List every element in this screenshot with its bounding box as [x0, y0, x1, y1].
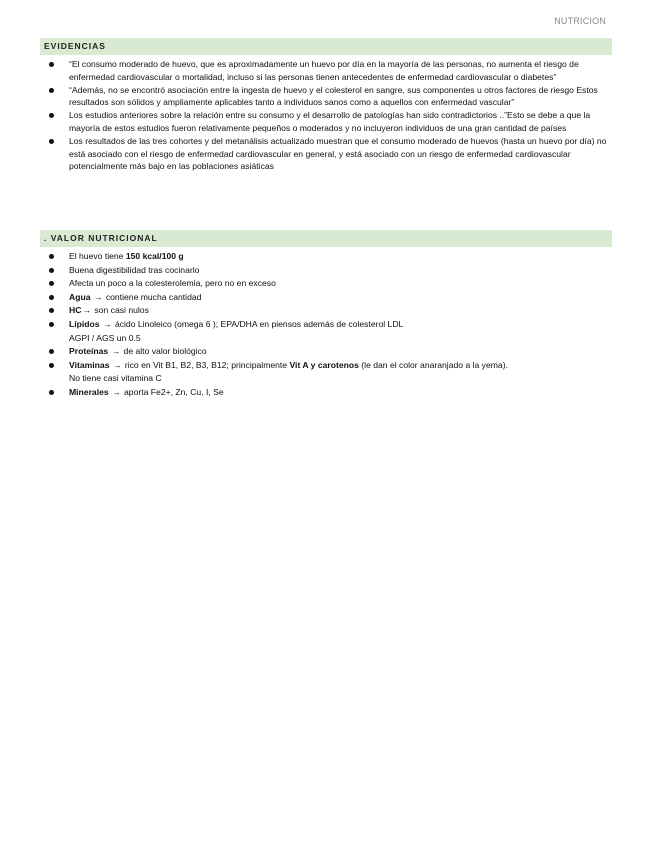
list-item [40, 84, 612, 110]
bullet-icon [49, 390, 54, 395]
item-text: rico en Vit B1, B2, B3, B12; principalmente [124, 359, 290, 370]
evidence-text: “Además, no se encontró asociación entre la ingesta de huevo y el colesterol en sangre, sus componentes u otros factores de riesgo Estos resultados son sólidos y ampliamente aplicables tanto a individuos sanos como a aquellos con enfermedad vascular” [69, 84, 598, 108]
item-text: El huevo tiene [69, 251, 126, 261]
item-text: de alto valor biológico [123, 346, 207, 357]
section-heading-evidencias: EVIDENCIAS [40, 38, 612, 55]
item-text: AGPI / AGS un 0.5 [69, 332, 141, 343]
item-text: contiene mucha cantidad [105, 291, 202, 302]
list-item [40, 135, 612, 173]
list-item [40, 359, 612, 386]
nutrient-label: Agua [69, 291, 91, 302]
item-text: son casi nulos [94, 305, 149, 316]
list-item [40, 109, 612, 135]
arrow-right-icon: → [102, 318, 112, 329]
evidence-text: Los estudios anteriores sobre la relación entre su consumo y el desarrollo de patologías han sido contradictorios ..”Esto se debe a que la mayoría de estos estudios fueron relativamente pequeños o moderados y no incluyeron individuos de una gran cantidad de países [69, 110, 591, 133]
vitamin-highlight: Vit A y carotenos [289, 359, 359, 370]
item-text: Afecta un poco a la colesterolemia, pero no en exceso [69, 278, 276, 289]
nutrient-label: HC [69, 305, 82, 316]
list-item [40, 304, 612, 318]
bullet-icon [49, 308, 54, 313]
running-header: NUTRICION [554, 16, 606, 26]
list-item [40, 58, 612, 84]
arrow-right-icon: → [82, 305, 92, 316]
valor-nutricional-section [40, 230, 612, 400]
list-item [40, 277, 612, 291]
bullet-icon [49, 363, 54, 368]
arrow-right-icon: → [112, 359, 122, 370]
nutrient-label: Minerales [69, 386, 109, 397]
kcal-value: 150 kcal/100 g [125, 251, 184, 261]
nutrient-label: Proteínas [69, 346, 109, 357]
valor-nutricional-list [40, 250, 612, 400]
bullet-icon [49, 322, 54, 327]
nutrient-label: Vitaminas [69, 359, 110, 370]
list-item [40, 318, 612, 345]
bullet-icon [49, 139, 54, 144]
list-item [40, 291, 612, 305]
bullet-icon [49, 281, 54, 286]
bullet-icon [49, 349, 54, 354]
evidence-text: “El consumo moderado de huevo, que es aproximadamente un huevo por día en la mayoría de las personas, no aumenta el riesgo de enfermedad cardiovascular o mortalidad, incluso si las personas tienen antecedentes de enfermedad cardiovascular o diabetes” [69, 59, 579, 82]
evidence-text: Los resultados de las tres cohortes y del metanálisis actualizado muestran que el consumo moderado de huevos (hasta un huevo por día) no está asociado con el riesgo de enfermedad cardiovascular en general, y está asociado con un riesgo de enfermedad cardiovascular potencialmente más bajo en las poblaciones asiáticas [69, 135, 607, 172]
evidencias-list [40, 58, 612, 173]
item-text: aporta Fe2+, Zn, Cu, I, Se [124, 386, 224, 397]
list-item [40, 264, 612, 278]
list-item [40, 345, 612, 359]
item-text: (le dan el color anaranjado a la yema). [358, 359, 508, 370]
bullet-icon [49, 62, 54, 67]
list-item [40, 386, 612, 400]
arrow-right-icon: → [111, 346, 121, 357]
arrow-right-icon: → [112, 386, 121, 397]
bullet-icon [49, 268, 54, 273]
bullet-icon [49, 113, 54, 118]
item-text: No tiene casi vitamina C [69, 373, 162, 384]
bullet-icon [49, 254, 54, 259]
list-item [40, 250, 612, 264]
section-heading-valor-nutricional: . VALOR NUTRICIONAL [40, 230, 612, 247]
bullet-icon [49, 88, 54, 93]
item-text: ácido Linoleico (omega 6 ); EPA/DHA en piensos además de colesterol LDL [114, 318, 404, 329]
bullet-icon [49, 295, 54, 300]
arrow-right-icon: → [93, 291, 103, 302]
item-text: Buena digestibilidad tras cocinarlo [69, 264, 200, 275]
nutrient-label: Lípidos [69, 318, 100, 329]
evidencias-section [40, 38, 612, 173]
